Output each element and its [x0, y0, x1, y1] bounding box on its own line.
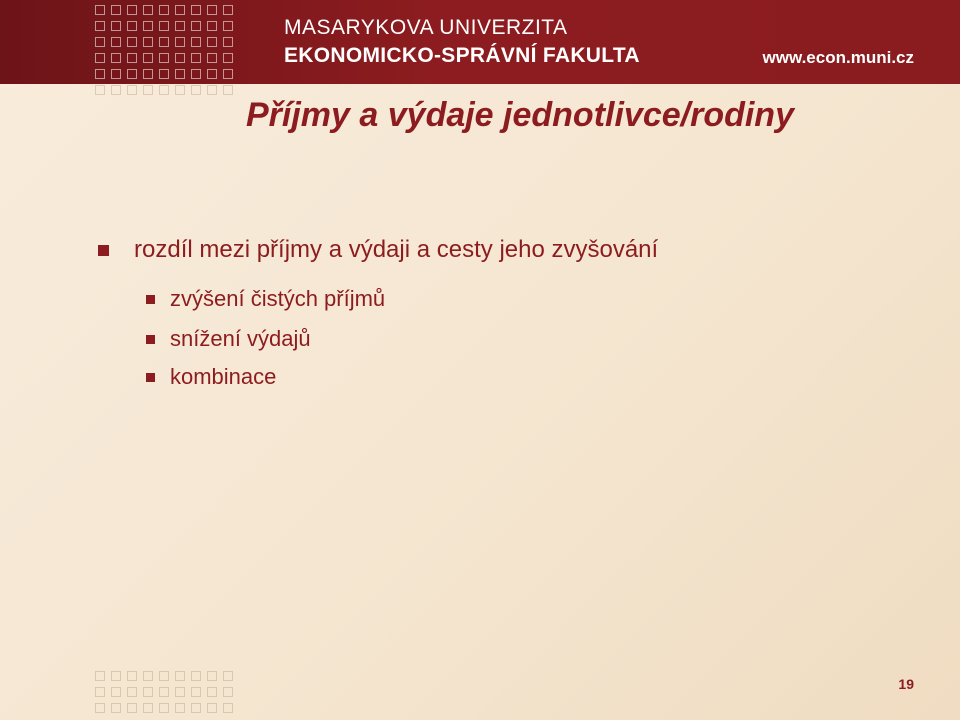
bullet-text: rozdíl mezi příjmy a výdaji a cesty jeho zvyšování — [134, 236, 659, 263]
sub-bullet-text: snížení výdajů — [170, 326, 311, 351]
grid-square — [207, 671, 217, 681]
sub-bullet-item — [146, 364, 276, 390]
grid-square — [223, 671, 233, 681]
grid-square — [111, 687, 121, 697]
sub-bullet-item — [146, 286, 385, 312]
grid-square — [159, 671, 169, 681]
grid-square — [127, 671, 137, 681]
grid-square — [143, 703, 153, 713]
square-bullet-icon — [146, 335, 155, 344]
grid-square — [207, 687, 217, 697]
grid-square — [159, 687, 169, 697]
grid-square — [111, 703, 121, 713]
sub-bullet-item — [146, 326, 311, 352]
grid-square — [127, 703, 137, 713]
grid-square — [191, 703, 201, 713]
grid-square — [95, 671, 105, 681]
grid-square — [95, 687, 105, 697]
slide-title: Příjmy a výdaje jednotlivce/rodiny — [246, 96, 794, 134]
grid-square — [175, 703, 185, 713]
square-grid-pattern-icon — [92, 668, 236, 716]
sub-bullet-text: kombinace — [170, 364, 277, 389]
page-number: 19 — [898, 676, 914, 692]
website-link[interactable]: www.econ.muni.cz — [762, 48, 914, 67]
grid-square — [127, 687, 137, 697]
university-name: MASARYKOVA UNIVERZITA — [284, 16, 568, 39]
grid-square — [175, 687, 185, 697]
bullet-item — [98, 236, 658, 264]
square-bullet-icon — [146, 295, 155, 304]
grid-square — [191, 671, 201, 681]
faculty-name: EKONOMICKO-SPRÁVNÍ FAKULTA — [284, 44, 640, 67]
grid-square — [111, 671, 121, 681]
grid-square — [159, 703, 169, 713]
grid-square — [175, 671, 185, 681]
square-bullet-icon — [146, 373, 155, 382]
square-bullet-icon — [98, 245, 109, 256]
grid-square — [95, 703, 105, 713]
grid-square — [223, 703, 233, 713]
grid-square — [207, 703, 217, 713]
grid-square — [191, 687, 201, 697]
grid-square — [143, 687, 153, 697]
sub-bullet-text: zvýšení čistých příjmů — [170, 286, 386, 311]
grid-square — [143, 671, 153, 681]
grid-square — [223, 687, 233, 697]
